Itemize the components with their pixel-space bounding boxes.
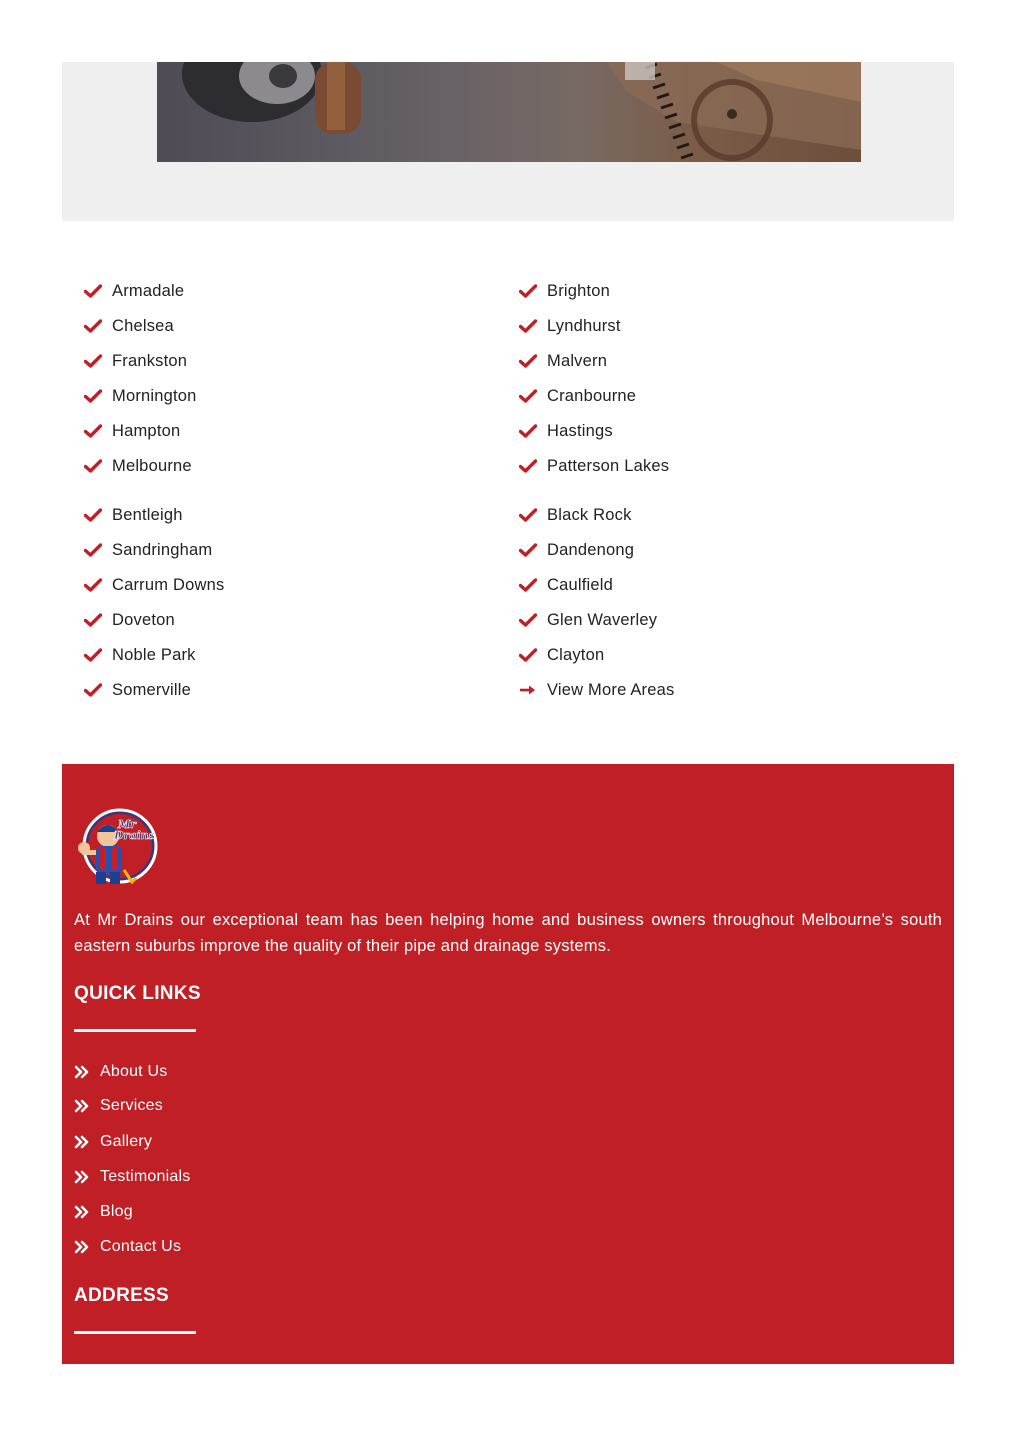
- quick-link-label: Testimonials: [100, 1168, 191, 1185]
- service-area-label: Lyndhurst: [547, 316, 621, 335]
- quick-link-label: Blog: [100, 1203, 133, 1220]
- service-area-item: [84, 570, 224, 600]
- check-icon: [519, 508, 547, 522]
- check-icon: [84, 459, 112, 473]
- service-area-item: [519, 276, 610, 306]
- check-icon: [84, 284, 112, 298]
- service-area-item: [519, 416, 613, 446]
- double-chevron-right-icon: [74, 1240, 100, 1254]
- check-icon: [519, 648, 547, 662]
- check-icon: [84, 613, 112, 627]
- quick-link-contact-us[interactable]: [74, 1235, 181, 1259]
- check-icon: [519, 354, 547, 368]
- double-chevron-right-icon: [74, 1205, 100, 1219]
- service-area-item: [519, 311, 621, 341]
- mr-drains-logo[interactable]: [72, 808, 160, 888]
- check-icon: [519, 389, 547, 403]
- service-area-item: [519, 346, 607, 376]
- service-area-label: Caulfield: [547, 575, 614, 594]
- service-area-item: [519, 570, 613, 600]
- service-area-label: Hampton: [112, 421, 181, 440]
- about-text: At Mr Drains our exceptional team has been helping home and business owners throughout Melbourne’s south eastern suburbs improve the quality of their pipe and drainage systems.: [74, 911, 942, 955]
- service-area-label: Clayton: [547, 645, 605, 664]
- quick-link-label: Contact Us: [100, 1238, 182, 1255]
- check-icon: [84, 424, 112, 438]
- quick-link-label: About Us: [100, 1063, 168, 1080]
- quick-link-label: Services: [100, 1097, 163, 1114]
- service-area-item: [84, 640, 196, 670]
- service-area-label: Sandringham: [112, 540, 213, 559]
- check-icon: [84, 578, 112, 592]
- check-icon: [84, 354, 112, 368]
- drain-machine-illustration: [157, 62, 861, 162]
- check-icon: [84, 543, 112, 557]
- service-area-item: [84, 451, 192, 481]
- service-area-label: Mornington: [112, 386, 197, 405]
- service-area-item: [84, 675, 191, 705]
- view-more-areas-label: View More Areas: [547, 680, 675, 699]
- service-area-label: Bentleigh: [112, 505, 183, 524]
- service-area-label: Patterson Lakes: [547, 456, 670, 475]
- service-area-label: Melbourne: [112, 456, 192, 475]
- service-area-label: Black Rock: [547, 505, 632, 524]
- service-area-label: Glen Waverley: [547, 610, 658, 629]
- check-icon: [84, 683, 112, 697]
- quick-link-gallery[interactable]: [74, 1130, 152, 1154]
- footer: [62, 764, 954, 1364]
- service-area-item: [519, 451, 669, 481]
- quick-link-about-us[interactable]: [74, 1060, 167, 1084]
- quick-link-blog[interactable]: [74, 1200, 133, 1224]
- check-icon: [519, 284, 547, 298]
- service-area-label: Cranbourne: [547, 386, 637, 405]
- quick-links-title: QUICK LINKS: [74, 983, 201, 1004]
- quick-links-divider: [74, 1029, 196, 1032]
- service-area-label: Hastings: [547, 421, 613, 440]
- svg-text:Mr: Mr: [118, 818, 136, 831]
- check-icon: [519, 543, 547, 557]
- service-area-item: [84, 605, 175, 635]
- quick-link-label: Gallery: [100, 1133, 153, 1150]
- quick-link-testimonials[interactable]: [74, 1165, 190, 1189]
- double-chevron-right-icon: [74, 1170, 100, 1184]
- check-icon: [519, 459, 547, 473]
- service-area-label: Carrum Downs: [112, 575, 225, 594]
- service-area-label: Noble Park: [112, 645, 196, 664]
- service-area-item: [84, 416, 180, 446]
- check-icon: [84, 648, 112, 662]
- check-icon: [84, 508, 112, 522]
- arrow-right-icon: [519, 684, 547, 696]
- check-icon: [519, 319, 547, 333]
- service-area-label: Somerville: [112, 680, 192, 699]
- svg-text:Drains: Drains: [114, 829, 155, 842]
- service-area-item: [519, 640, 604, 670]
- check-icon: [519, 424, 547, 438]
- check-icon: [519, 578, 547, 592]
- service-area-item: [519, 500, 632, 530]
- double-chevron-right-icon: [74, 1099, 100, 1113]
- drain-machine-photo: [157, 62, 861, 162]
- address-title: ADDRESS: [74, 1285, 170, 1306]
- double-chevron-right-icon: [74, 1065, 100, 1079]
- check-icon: [84, 389, 112, 403]
- service-area-item: [84, 381, 197, 411]
- service-area-item: [84, 500, 183, 530]
- service-area-label: Doveton: [112, 610, 175, 629]
- check-icon: [519, 613, 547, 627]
- service-area-item: [519, 381, 636, 411]
- service-area-item: [519, 535, 634, 565]
- service-area-item: [84, 535, 212, 565]
- quick-link-services[interactable]: [74, 1094, 163, 1118]
- service-area-item: [84, 346, 187, 376]
- service-area-label: Malvern: [547, 351, 608, 370]
- service-area-label: Armadale: [112, 281, 185, 300]
- service-area-item: [84, 311, 174, 341]
- service-area-label: Brighton: [547, 281, 611, 300]
- view-more-areas-link[interactable]: [519, 675, 674, 705]
- service-area-label: Frankston: [112, 351, 188, 370]
- service-area-item: [519, 605, 657, 635]
- service-area-label: Chelsea: [112, 316, 174, 335]
- double-chevron-right-icon: [74, 1135, 100, 1149]
- address-divider: [74, 1331, 196, 1334]
- service-area-item: [84, 276, 184, 306]
- check-icon: [84, 319, 112, 333]
- service-area-label: Dandenong: [547, 540, 635, 559]
- hero-image-panel: [62, 62, 954, 221]
